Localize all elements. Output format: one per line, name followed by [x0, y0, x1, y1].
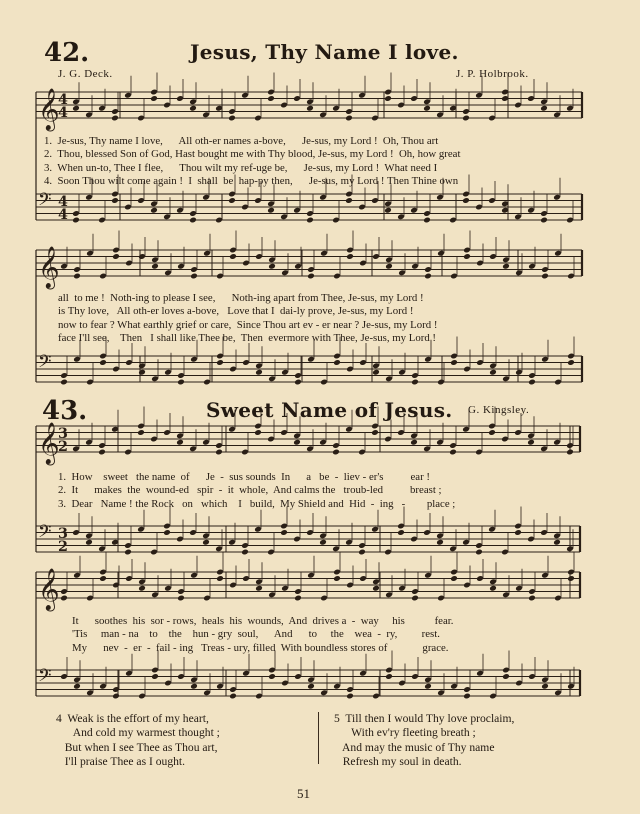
hymn-43-verse-4	[56, 712, 220, 770]
svg-text:4: 4	[58, 92, 68, 108]
lyric-line: It soothes his sor - rows, heals his wounds, And drives a - way his fear.	[72, 615, 454, 627]
svg-text:𝄞: 𝄞	[38, 567, 60, 610]
lyric-line: 1. Je-sus, Thy name I love, All oth-er names a-bove, Je-sus, my Lord ! Oh, Thou art	[44, 135, 439, 147]
hymn-43-number: 43.	[42, 396, 88, 426]
lyric-line: My nev - er - fail - ing Treas - ury, filled With boundless stores of grace.	[72, 641, 449, 654]
lyric-line: 4 Weak is the effort of my heart,	[56, 712, 209, 725]
hymn-42-lyrics-system-1	[44, 135, 460, 189]
lyric-line: 3. Dear Name ! the Rock on which I build, My Shield and Hid - ing - place ;	[58, 497, 456, 510]
svg-text:3: 3	[58, 426, 68, 442]
lyric-line: And may the music of Thy name	[334, 740, 495, 754]
lyric-line: face I'll see, Then I shall like Thee be, Then evermore with Thee, Je-sus, my Lord !	[58, 332, 437, 345]
hymn-43-title: Sweet Name of Jesus.	[206, 398, 453, 422]
lyric-line: all to me ! Noth-ing to please I see, Noth-ing apart from Thee, Je-sus, my Lord !	[58, 292, 424, 304]
hymn-42-title: Jesus, Thy Name I love.	[190, 40, 459, 64]
hymn-43-music-credit: G. Kingsley.	[468, 404, 530, 416]
svg-text:2: 2	[58, 439, 68, 455]
lyric-line: 1. How sweet the name of Je - sus sounds In a be - liev - er's ear !	[58, 471, 430, 483]
lyric-line: And cold my warmest thought ;	[56, 726, 220, 740]
hymn-43-lyrics-system-2	[72, 615, 453, 655]
svg-text:𝄞: 𝄞	[38, 245, 60, 288]
page-number: 51	[297, 786, 310, 801]
hymn-43-verse-5	[334, 712, 514, 770]
svg-text:𝄢: 𝄢	[38, 665, 52, 690]
svg-text:4: 4	[58, 105, 68, 121]
hymn-42-words-credit: J. G. Deck.	[58, 68, 113, 80]
lyric-line: 5 Till then I would Thy love proclaim,	[334, 712, 515, 725]
lyric-line: 'Tis man - na to the hun - gry soul, And to the wea - ry, rest.	[72, 628, 440, 641]
verse-divider	[318, 712, 319, 764]
hymn-42-number: 42.	[44, 38, 90, 68]
svg-text:𝄞: 𝄞	[38, 87, 60, 130]
lyric-line: Refresh my soul in death.	[334, 755, 462, 769]
svg-text:𝄞: 𝄞	[38, 421, 60, 464]
svg-text:4: 4	[58, 207, 68, 223]
svg-text:3: 3	[58, 526, 68, 542]
lyric-line: is Thy love, All oth-er loves a-bove, Love that I dai-ly prove, Je-sus, my Lord !	[58, 305, 414, 318]
svg-text:𝄢: 𝄢	[38, 351, 52, 376]
svg-text:𝄢: 𝄢	[38, 189, 52, 214]
lyric-line: I'll praise Thee as I ought.	[56, 755, 186, 769]
lyric-line: 2. It makes the wound-ed spir - it whole, And calms the troub-led breast ;	[58, 484, 442, 497]
hymn-43-lyrics-system-1	[58, 471, 455, 511]
lyric-line: 3. When un-to, Thee I flee, Thou wilt my ref-uge be, Je-sus, my Lord ! What need I	[44, 161, 438, 174]
hymn-42-lyrics-system-2	[58, 292, 437, 346]
lyric-line: now to fear ? What earthly grief or care, Since Thou art ev - er near ? Je-sus, my Lord !	[58, 318, 438, 331]
lyric-line: With ev'ry fleeting breath ;	[334, 726, 476, 740]
lyric-line: But when I see Thee as Thou art,	[56, 740, 218, 754]
lyric-line: 2. Thou, blessed Son of God, Hast bought me with Thy blood, Je-sus, my Lord ! Oh, how great	[44, 148, 461, 161]
svg-text:𝄢: 𝄢	[38, 521, 52, 546]
hymn-42-music-credit: J. P. Holbrook.	[456, 68, 529, 80]
lyric-line: 4. Soon Thou wilt come again ! I shall be hap-py then, Je-sus, my Lord ! Then Thine own	[44, 175, 459, 188]
svg-text:4: 4	[58, 194, 68, 210]
svg-text:2: 2	[58, 539, 68, 555]
